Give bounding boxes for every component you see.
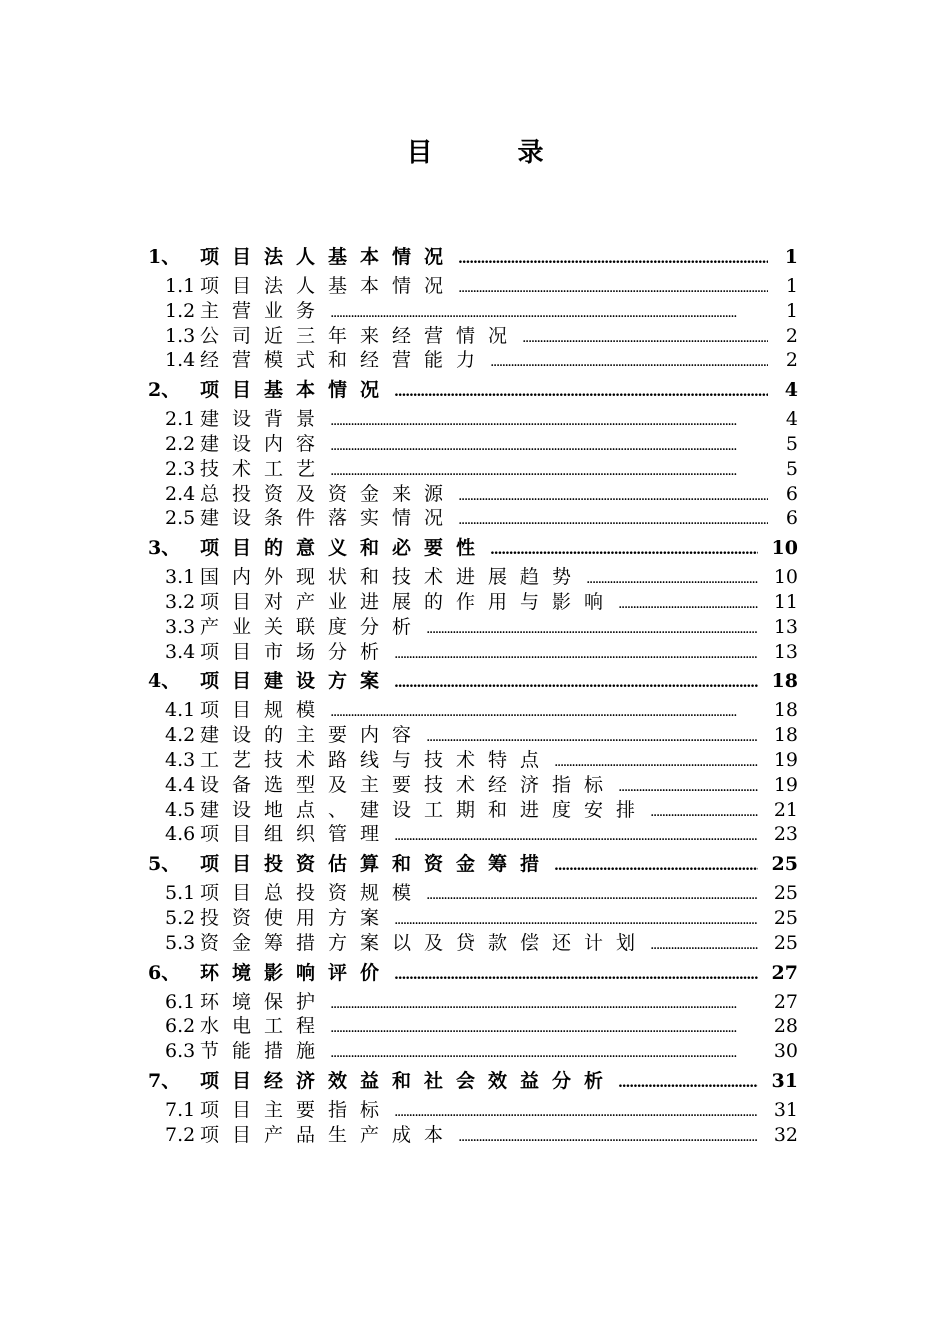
toc-entry-title: 项目对产业进展的作用与影响 <box>200 590 617 613</box>
toc-dot-leader <box>522 324 768 351</box>
toc-entry-number: 5.1 <box>165 882 196 905</box>
toc-entry-number: 5.2 <box>165 906 196 929</box>
toc-dot-leader <box>618 1064 758 1100</box>
toc-page-number: 25 <box>773 931 798 954</box>
toc-dot-leader <box>618 590 758 617</box>
toc-entry-number: 1.1 <box>165 275 196 297</box>
toc-page-number: 27 <box>773 990 798 1013</box>
toc-page-number: 13 <box>773 640 798 663</box>
toc-entry-number: 2.1 <box>165 408 196 431</box>
toc-page-number: 2 <box>785 349 798 372</box>
toc-dot-leader <box>394 906 758 933</box>
toc-entry-title: 建设背景 <box>200 408 329 431</box>
toc-entry-number: 3.3 <box>165 615 196 638</box>
toc-chapter-row[interactable] <box>148 847 798 881</box>
toc-dot-leader <box>554 748 758 775</box>
toc-page-number: 4 <box>784 379 798 402</box>
toc-section-row[interactable] <box>148 615 798 640</box>
toc-entry-number: 5、 <box>148 853 181 876</box>
toc-page-number: 25 <box>771 853 798 876</box>
toc-dot-leader <box>458 506 768 533</box>
toc-dot-leader <box>426 723 758 750</box>
toc-dot-leader <box>554 847 758 883</box>
toc-entry-number: 7、 <box>148 1069 181 1092</box>
toc-chapter-row[interactable] <box>148 1064 798 1098</box>
toc-page-number: 1 <box>785 275 798 297</box>
page-title: 目 录 <box>406 138 582 168</box>
toc-entry-number: 2.5 <box>165 507 196 530</box>
toc-entry-title: 产业关联度分析 <box>200 615 425 638</box>
toc-entry-title: 主营业务 <box>200 299 329 322</box>
toc-chapter-row[interactable] <box>148 373 798 407</box>
toc-entry-number: 4.2 <box>165 724 196 747</box>
toc-entry-title: 设备选型及主要技术经济指标 <box>200 773 617 796</box>
toc-chapter-row[interactable] <box>148 664 798 698</box>
toc-entry-title: 环境保护 <box>200 990 329 1013</box>
toc-dot-leader <box>394 956 758 992</box>
toc-entry-title: 项目规模 <box>200 699 329 722</box>
toc-entry-title: 国内外现状和技术进展趋势 <box>200 566 585 589</box>
toc-dot-leader <box>330 407 768 434</box>
toc-entry-number: 2.4 <box>165 482 196 505</box>
toc-section-row[interactable] <box>148 274 798 299</box>
toc-page-number: 6 <box>785 482 798 505</box>
toc-section-row[interactable] <box>148 482 798 507</box>
toc-section-row[interactable] <box>148 299 798 324</box>
toc-section-row[interactable] <box>148 407 798 432</box>
toc-entry-title: 节能措施 <box>200 1040 329 1063</box>
toc-dot-leader <box>330 1014 758 1041</box>
toc-dot-leader <box>458 274 768 301</box>
toc-page-number: 10 <box>773 566 798 589</box>
toc-entry-number: 7.1 <box>165 1098 196 1121</box>
toc-page-number: 18 <box>771 670 798 693</box>
toc-section-row[interactable] <box>148 798 798 823</box>
toc-section-row[interactable] <box>148 1123 798 1148</box>
toc-page-number: 32 <box>773 1123 798 1146</box>
toc-entry-number: 1.4 <box>165 349 196 372</box>
toc-section-row[interactable] <box>148 640 798 665</box>
toc-dot-leader <box>330 299 768 326</box>
toc-page-number: 30 <box>773 1040 798 1063</box>
toc-chapter-row[interactable] <box>148 240 798 274</box>
toc-page-number: 5 <box>785 457 798 480</box>
toc-entry-number: 6.3 <box>165 1040 196 1063</box>
toc-dot-leader <box>394 373 768 409</box>
toc-entry-title: 项目市场分析 <box>200 640 393 663</box>
table-of-contents <box>148 240 798 1148</box>
toc-entry-title: 项目产品生产成本 <box>200 1123 457 1146</box>
toc-page-number: 1 <box>784 246 798 268</box>
toc-dot-leader <box>586 565 758 592</box>
toc-section-row[interactable] <box>148 698 798 723</box>
toc-entry-title: 资金筹措方案以及贷款偿还计划 <box>200 931 649 954</box>
toc-dot-leader <box>426 881 758 908</box>
toc-section-row[interactable] <box>148 748 798 773</box>
toc-section-row[interactable] <box>148 348 798 373</box>
toc-page-number: 13 <box>773 615 798 638</box>
toc-page-number: 18 <box>773 699 798 722</box>
toc-entry-number: 1.3 <box>165 324 196 347</box>
toc-page-number: 27 <box>771 961 798 984</box>
toc-entry-number: 4.5 <box>165 798 196 821</box>
toc-section-row[interactable] <box>148 432 798 457</box>
toc-dot-leader <box>394 1098 758 1125</box>
toc-entry-title: 项目组织管理 <box>200 823 393 846</box>
toc-entry-title: 建设内容 <box>200 432 329 455</box>
toc-page-number: 31 <box>771 1069 798 1092</box>
toc-entry-number: 3、 <box>148 537 181 560</box>
toc-section-row[interactable] <box>148 506 798 531</box>
toc-page-number: 31 <box>773 1098 798 1121</box>
toc-dot-leader <box>330 990 758 1017</box>
toc-section-row[interactable] <box>148 773 798 798</box>
toc-entry-title: 项目基本情况 <box>200 379 393 402</box>
toc-page-number: 25 <box>773 906 798 929</box>
toc-page-number: 5 <box>785 432 798 455</box>
toc-entry-number: 2.3 <box>165 457 196 480</box>
toc-dot-leader <box>458 482 768 509</box>
toc-page-number: 25 <box>773 882 798 905</box>
toc-entry-number: 6.1 <box>165 990 196 1013</box>
toc-page-number: 4 <box>785 408 798 431</box>
toc-page-number: 28 <box>773 1015 798 1038</box>
toc-entry-number: 4.3 <box>165 748 196 771</box>
toc-entry-title: 项目总投资规模 <box>200 882 425 905</box>
toc-entry-title: 工艺技术路线与技术特点 <box>200 748 553 771</box>
toc-entry-number: 6.2 <box>165 1015 196 1038</box>
toc-entry-title: 投资使用方案 <box>200 906 393 929</box>
toc-entry-number: 7.2 <box>165 1123 196 1146</box>
toc-entry-title: 项目法人基本情况 <box>200 275 457 297</box>
toc-section-row[interactable] <box>148 723 798 748</box>
toc-dot-leader <box>650 931 758 958</box>
toc-page-number: 1 <box>785 299 798 322</box>
toc-section-row[interactable] <box>148 931 798 956</box>
toc-entry-title: 项目经济效益和社会效益分析 <box>200 1069 617 1092</box>
toc-page-number: 11 <box>773 590 798 613</box>
toc-section-row[interactable] <box>148 881 798 906</box>
toc-dot-leader <box>650 798 758 825</box>
toc-chapter-row[interactable] <box>148 531 798 565</box>
toc-dot-leader <box>458 240 768 276</box>
toc-dot-leader <box>618 773 758 800</box>
toc-section-row[interactable] <box>148 1014 798 1039</box>
toc-section-row[interactable] <box>148 324 798 349</box>
toc-entry-title: 项目主要指标 <box>200 1098 393 1121</box>
toc-page-number: 19 <box>773 773 798 796</box>
toc-dot-leader <box>490 348 768 375</box>
toc-page-number: 6 <box>785 507 798 530</box>
toc-dot-leader <box>458 1123 758 1150</box>
toc-entry-title: 建设条件落实情况 <box>200 507 457 530</box>
toc-page-number: 23 <box>773 823 798 846</box>
toc-entry-number: 6、 <box>148 961 181 984</box>
toc-page-number: 19 <box>773 748 798 771</box>
toc-entry-number: 2.2 <box>165 432 196 455</box>
toc-section-row[interactable] <box>148 1039 798 1064</box>
toc-entry-number: 4.1 <box>165 699 196 722</box>
toc-entry-title: 建设地点、建设工期和进度安排 <box>200 798 649 821</box>
toc-dot-leader <box>394 822 758 849</box>
toc-entry-number: 2、 <box>148 379 181 402</box>
toc-entry-title: 总投资及资金来源 <box>200 482 457 505</box>
toc-section-row[interactable] <box>148 822 798 847</box>
toc-entry-title: 环境影响评价 <box>200 961 393 984</box>
toc-section-row[interactable] <box>148 906 798 931</box>
toc-dot-leader <box>426 615 758 642</box>
toc-section-row[interactable] <box>148 990 798 1015</box>
toc-entry-title: 项目建设方案 <box>200 670 393 693</box>
toc-entry-title: 经营模式和经营能力 <box>200 349 489 372</box>
toc-entry-title: 技术工艺 <box>200 457 329 480</box>
toc-entry-number: 4.4 <box>165 773 196 796</box>
toc-dot-leader <box>330 457 768 484</box>
toc-page-number: 18 <box>773 724 798 747</box>
toc-entry-number: 1.2 <box>165 299 196 322</box>
toc-entry-number: 3.4 <box>165 640 196 663</box>
toc-dot-leader <box>490 531 758 567</box>
toc-dot-leader <box>330 432 768 459</box>
toc-entry-number: 3.2 <box>165 590 196 613</box>
toc-entry-title: 公司近三年来经营情况 <box>200 324 521 347</box>
toc-page-number: 10 <box>771 537 798 560</box>
toc-section-row[interactable] <box>148 590 798 615</box>
toc-dot-leader <box>394 640 758 667</box>
toc-entry-title: 项目的意义和必要性 <box>200 537 489 560</box>
toc-entry-number: 4、 <box>148 670 181 693</box>
toc-section-row[interactable] <box>148 457 798 482</box>
toc-entry-number: 4.6 <box>165 823 196 846</box>
toc-entry-number: 1、 <box>148 246 181 268</box>
toc-dot-leader <box>330 1039 758 1066</box>
toc-entry-title: 建设的主要内容 <box>200 724 425 747</box>
toc-section-row[interactable] <box>148 565 798 590</box>
toc-page-number: 2 <box>785 324 798 347</box>
toc-dot-leader <box>330 698 758 725</box>
toc-entry-number: 5.3 <box>165 931 196 954</box>
toc-entry-number: 3.1 <box>165 566 196 589</box>
toc-entry-title: 水电工程 <box>200 1015 329 1038</box>
toc-section-row[interactable] <box>148 1098 798 1123</box>
toc-chapter-row[interactable] <box>148 956 798 990</box>
toc-page-number: 21 <box>773 798 798 821</box>
toc-entry-title: 项目法人基本情况 <box>200 246 457 268</box>
toc-dot-leader <box>394 664 758 700</box>
toc-entry-title: 项目投资估算和资金筹措 <box>200 853 553 876</box>
